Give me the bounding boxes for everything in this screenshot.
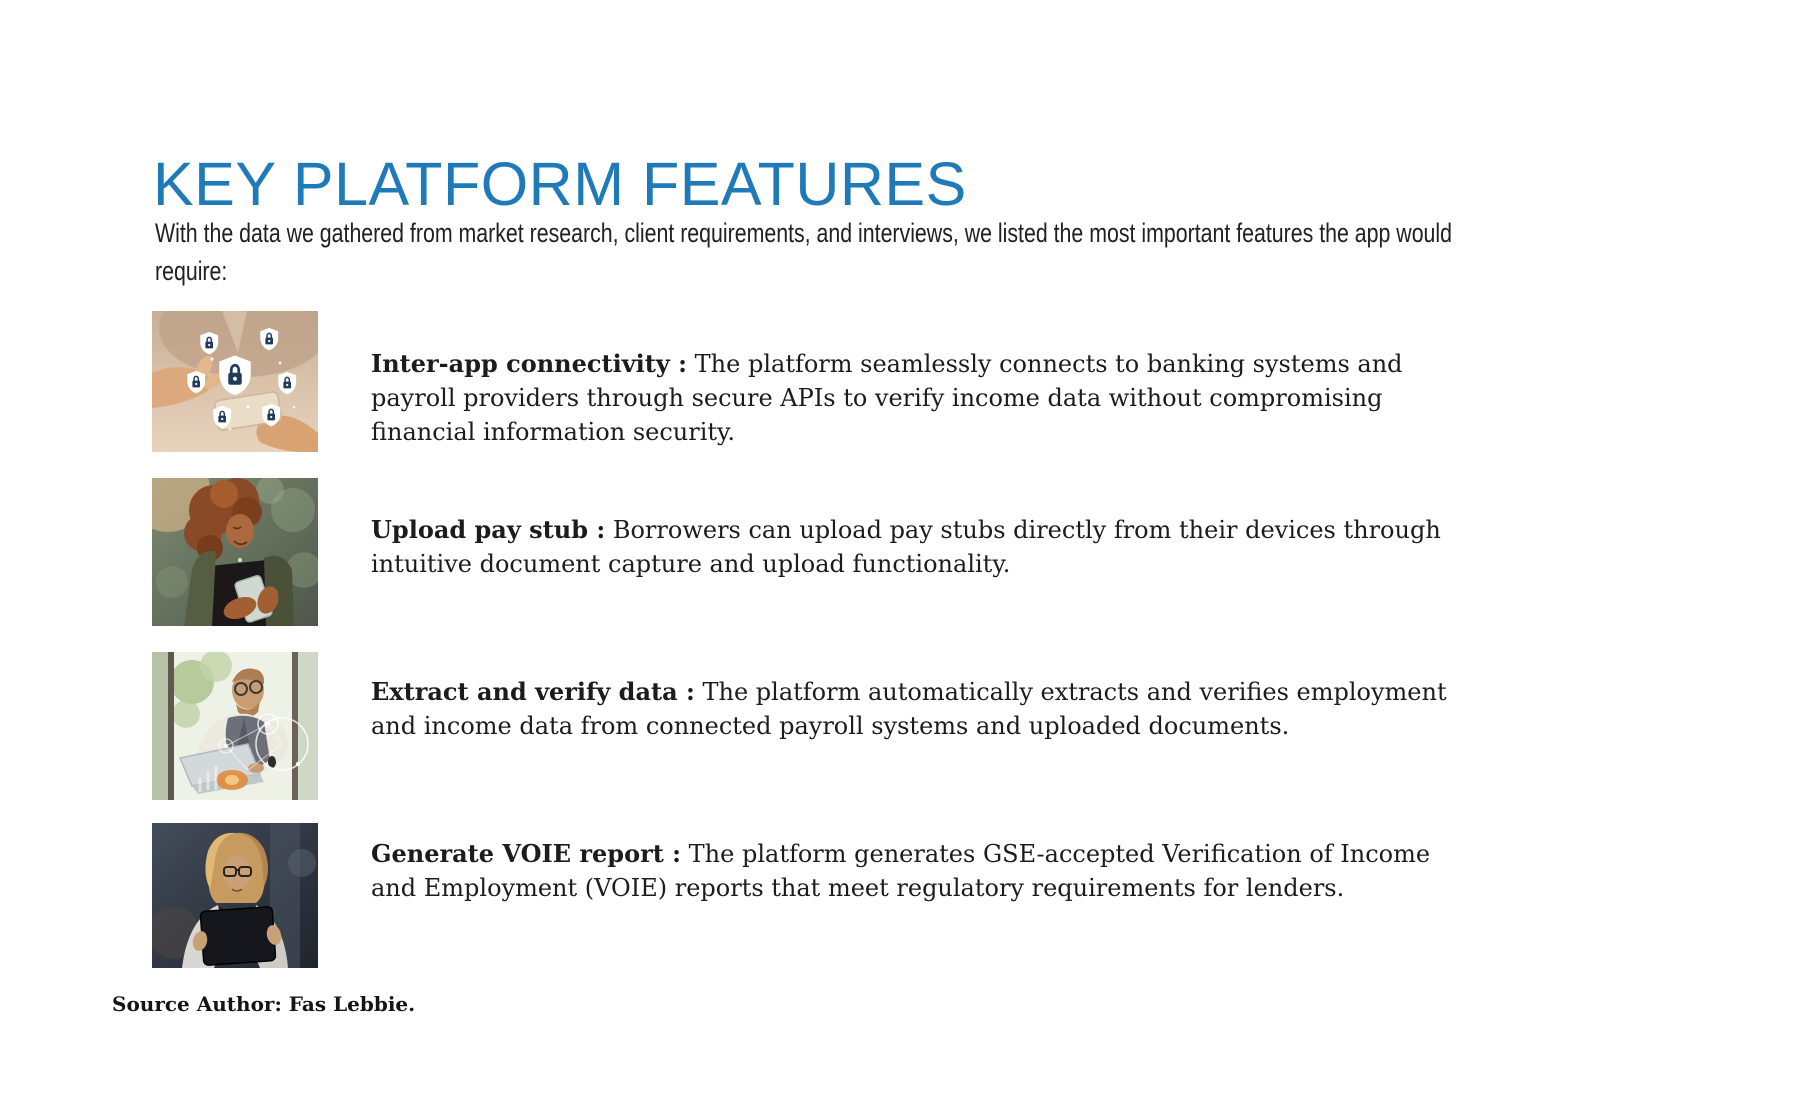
feature-body: Borrowers can upload pay stubs directly from their devices through intuitive document capture and upload functionality.	[371, 516, 1441, 578]
feature-heading: Generate VOIE report :	[371, 839, 682, 868]
intro-paragraph-wrap	[155, 214, 1800, 290]
man-at-laptop-photo-illustration	[152, 652, 318, 800]
feature-image-extract-and-verify-data	[152, 652, 318, 800]
source-attribution: Source Author: Fas Lebbie.	[112, 992, 416, 1016]
feature-item-inter-app-connectivity	[371, 347, 1466, 449]
woman-with-phone-photo-illustration	[152, 478, 318, 626]
feature-image-upload-pay-stub	[152, 478, 318, 626]
feature-item-extract-and-verify-data	[371, 675, 1466, 743]
feature-heading: Extract and verify data :	[371, 677, 695, 706]
feature-body: The platform automatically extracts and verifies employment and income data from connected payroll systems and uploaded documents.	[371, 678, 1447, 740]
feature-image-inter-app-connectivity	[152, 311, 318, 452]
feature-image-generate-voie-report	[152, 823, 318, 968]
feature-body: The platform seamlessly connects to banking systems and payroll providers through secure APIs to verify income data without compromising financial information security.	[371, 350, 1403, 446]
security-shields-photo-illustration	[152, 311, 318, 452]
feature-item-generate-voie-report	[371, 837, 1466, 905]
feature-heading: Upload pay stub :	[371, 515, 606, 544]
intro-paragraph: With the data we gathered from market research, client requirements, and interviews, we listed the most important features the app would require:	[155, 218, 1453, 286]
feature-item-upload-pay-stub	[371, 513, 1466, 581]
feature-heading: Inter-app connectivity :	[371, 349, 688, 378]
woman-with-tablet-photo-illustration	[152, 823, 318, 968]
feature-body: The platform generates GSE-accepted Verification of Income and Employment (VOIE) reports that meet regulatory requirements for lenders.	[371, 840, 1431, 902]
page-title: KEY PLATFORM FEATURES	[153, 149, 967, 218]
